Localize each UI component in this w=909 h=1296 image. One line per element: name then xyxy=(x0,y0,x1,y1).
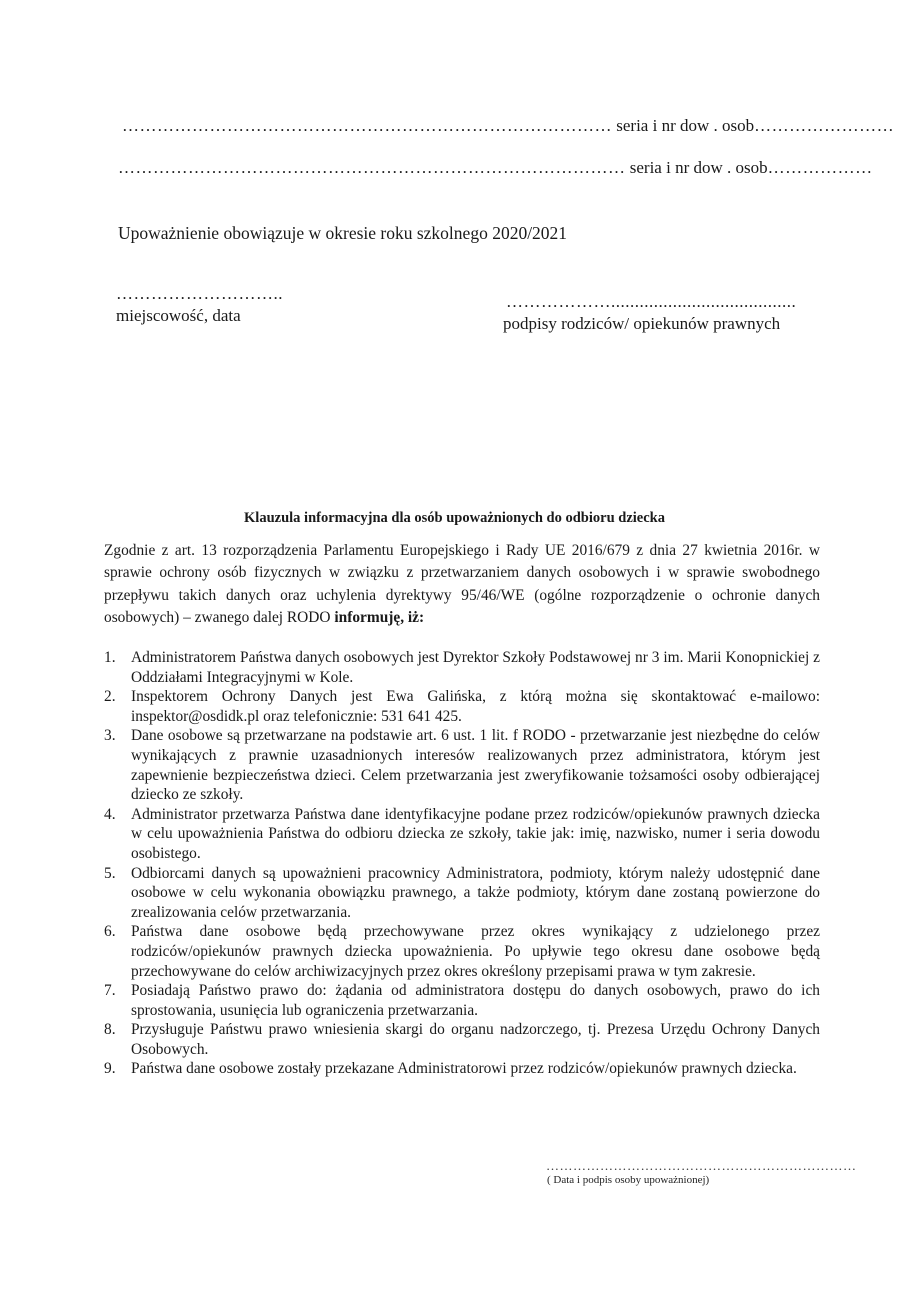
id-line-1-left-dots: ………………………………………………………………………… xyxy=(122,116,612,135)
item-number: 7. xyxy=(104,982,116,1000)
place-date-label: miejscowość, data xyxy=(116,306,241,325)
list-item xyxy=(104,726,820,804)
list-item xyxy=(104,922,820,981)
id-line-1 xyxy=(122,116,894,136)
validity-statement: Upoważnienie obowiązuje w okresie roku szkolnego 2020/2021 xyxy=(118,223,568,243)
clause-intro-bold: informuję, iż: xyxy=(334,608,425,626)
list-item xyxy=(104,1020,820,1059)
place-date-dots: ……………………….. xyxy=(116,284,283,303)
item-number: 1. xyxy=(104,649,116,666)
list-item xyxy=(104,1059,820,1079)
id-line-1-label: seria i nr dow . osob xyxy=(616,116,755,135)
parents-signature-dots: ………………....................................... xyxy=(506,292,797,311)
item-text: Państwa dane osobowe będą przechowywane przez okres wynikający z udzielonego przez rodziców/opiekunów prawnych dziecka upoważnienia. Po upływie tego okresu dane osobowe będą przechowywane do celów archiwizacyjnych przez okres określony przepisami prawa w tym zakresie. xyxy=(131,923,820,980)
item-number: 3. xyxy=(104,727,116,745)
parents-signature-label: podpisy rodziców/ opiekunów prawnych xyxy=(503,314,781,333)
clause-items xyxy=(104,648,820,1079)
item-number: 8. xyxy=(104,1021,116,1039)
list-item xyxy=(104,805,820,864)
id-line-2-label: seria i nr dow . osob xyxy=(629,158,768,177)
list-item xyxy=(104,648,820,687)
item-text: Administratorem Państwa danych osobowych jest Dyrektor Szkoły Podstawowej nr 3 im. Marii Konopnickiej z Oddziałami Integracyjnymi w Kole. xyxy=(131,649,820,686)
id-line-2-left-dots: …………………………………………………………………………… xyxy=(118,158,626,177)
item-number: 4. xyxy=(104,805,116,823)
list-item xyxy=(104,981,820,1020)
item-text: Odbiorcami danych są upoważnieni pracownicy Administratora, podmioty, którym należy udostępnić dane osobowe w celu wykonania obowiązku prawnego, a także podmioty, którym dane zostaną powierzone do zrealizowania celów przetwarzania. xyxy=(131,864,820,921)
item-number: 6. xyxy=(104,923,116,941)
item-text: Dane osobowe są przetwarzane na podstawie art. 6 ust. 1 lit. f RODO - przetwarzanie jest niezbędne do celów wynikających z prawnie uzasadnionych interesów realizowanych przez administratora, którym jest zapewnienie bezpieczeństwa dzieci. Celem przetwarzania jest zweryfikowanie tożsamości osoby odbierającej dziecko ze szkoły. xyxy=(131,727,820,804)
item-text: Inspektorem Ochrony Danych jest Ewa Galińska, z którą można się skontaktować e-mailowo: inspektor@osdidk.pl oraz telefonicznie: 531 641 425. xyxy=(131,688,820,725)
authorized-signature-caption: ( Data i podpis osoby upoważnionej) xyxy=(547,1174,710,1186)
item-text: Administrator przetwarza Państwa dane identyfikacyjne podane przez rodziców/opiekunów prawnych dziecka w celu upoważnienia Państwa do odbioru dziecka ze szkoły, takie jak: imię, nazwisko, numer i seria dowodu osobistego. xyxy=(131,805,820,862)
item-text: Przysługuje Państwu prawo wniesienia skargi do organu nadzorczego, tj. Prezesa Urzędu Ochrony Danych Osobowych. xyxy=(131,1021,820,1058)
clause-intro-text: Zgodnie z art. 13 rozporządzenia Parlamentu Europejskiego i Rady UE 2016/679 z dnia 27 kwietnia 2016r. w sprawie ochrony osób fizycznych w związku z przetwarzaniem danych osobowych i w sprawie swobodnego przepływu takich danych oraz uchylenia dyrektywy 95/46/WE (ogólne rozporządzenie o ochronie danych osobowych) – zwanego dalej RODO xyxy=(104,542,820,626)
id-line-2 xyxy=(118,158,873,178)
item-number: 5. xyxy=(104,864,116,882)
item-text: Państwa dane osobowe zostały przekazane Administratorowi przez rodziców/opiekunów prawnych dziecka. xyxy=(131,1060,797,1078)
id-line-2-right-dots: ……………… xyxy=(767,158,873,177)
list-item xyxy=(104,687,820,726)
clause-title: Klauzula informacyjna dla osób upoważnionych do odbioru dziecka xyxy=(244,510,665,526)
item-number: 2. xyxy=(104,688,116,706)
list-item xyxy=(104,864,820,923)
id-line-1-right-dots: …………………… xyxy=(754,116,895,135)
authorized-signature-dots: …………………………………………………………… xyxy=(546,1158,857,1173)
clause-intro xyxy=(104,540,820,629)
item-number: 9. xyxy=(104,1060,116,1078)
item-text: Posiadają Państwo prawo do: żądania od administratora dostępu do danych osobowych, prawo do ich sprostowania, usunięcia lub ograniczenia przetwarzania. xyxy=(131,982,820,1019)
